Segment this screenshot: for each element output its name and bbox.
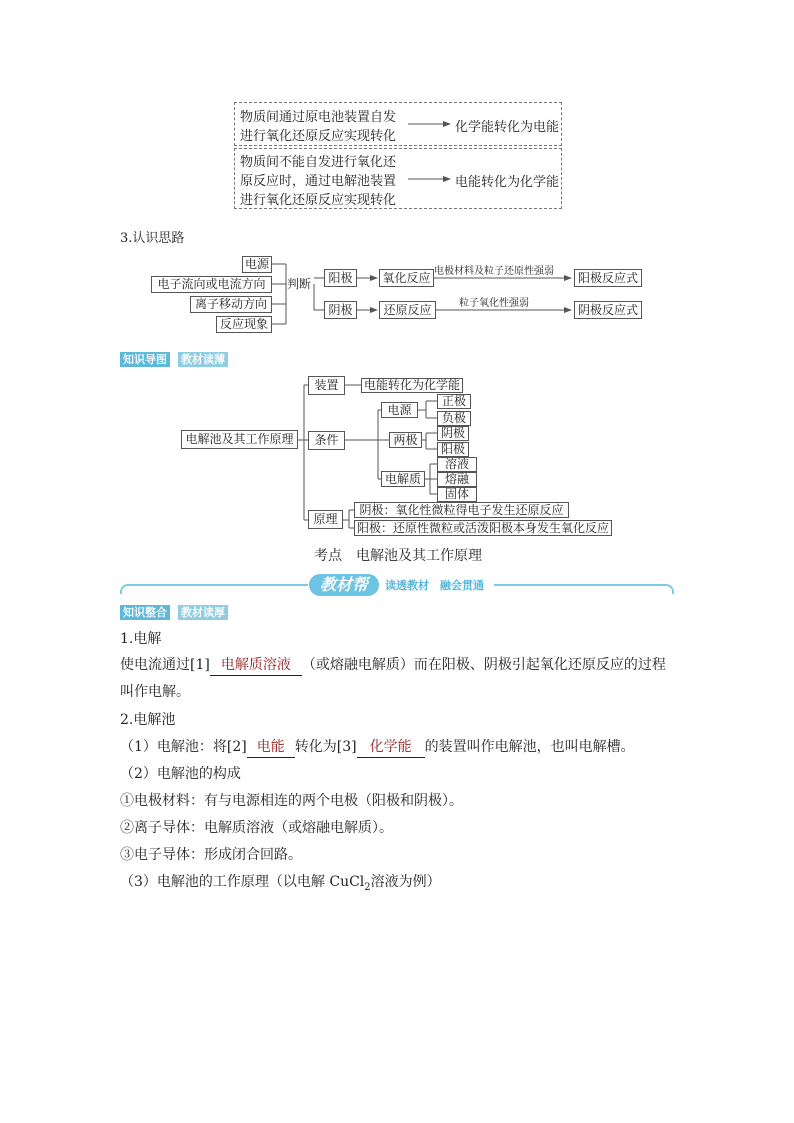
para-cell-definition [120, 737, 635, 758]
electrolytic-desc-line2: 原反应时，通过电解池装置 [240, 174, 397, 189]
answer-blank-3: 化学能 [357, 737, 425, 758]
para-cell-composition: （2）电解池的构成 [120, 766, 241, 782]
galvanic-desc-line1: 物质间通过原电池装置自发 [240, 110, 397, 125]
mindmap-principle-anode: 阳极：还原性微粒或活泼阳极本身发生氧化反应 [354, 520, 612, 536]
mindmap-condition: 条件 [308, 431, 345, 450]
heading-electrolysis: 1.电解 [120, 631, 162, 647]
judge-label: 判断 [287, 277, 312, 291]
input-ion-migration: 离子移动方向 [190, 296, 272, 313]
galvanic-desc-line2: 进行氧化还原反应实现转化 [240, 129, 397, 144]
tag-textbook-thick: 教材读厚 [178, 605, 228, 620]
para-text: （1）电解池：将[2] [120, 739, 247, 755]
para-text: 的装置叫作电解池，也叫电解槽。 [424, 739, 635, 755]
mindmap-power-negative: 负极 [437, 411, 471, 426]
kaodian-title: 考点 电解池及其工作原理 [314, 548, 482, 564]
input-current-direction: 电子流向或电流方向 [151, 276, 272, 293]
banner-title: 教材帮 [309, 574, 379, 596]
mindmap-electrodes: 两极 [389, 432, 422, 448]
para-electrolysis-definition-cont: 叫作电解。 [120, 684, 190, 700]
para-working-principle [120, 872, 441, 898]
para-electrode-material: ①电极材料：有与电源相连的两个电极（阳极和阴极）。 [120, 793, 463, 809]
cathode-equation-box: 阴极反应式 [574, 301, 642, 319]
anode-arrow-note: 电极材料及粒子还原性强弱 [434, 266, 554, 277]
cathode-arrow-note: 粒子氧化性强弱 [459, 298, 529, 309]
anode-box: 阳极 [324, 269, 357, 287]
electrolytic-desc-line1: 物质间不能自发进行氧化还 [240, 155, 397, 170]
banner-slogan: 读透教材 融会贯通 [385, 579, 484, 592]
mindmap-electrolyte: 电解质 [381, 471, 425, 487]
para-electronic-conductor: ③电子导体：形成闭合回路。 [120, 847, 302, 863]
cathode-box: 阴极 [324, 301, 357, 319]
para-text: 使电流通过[1] [120, 657, 210, 673]
reduction-box: 还原反应 [379, 301, 436, 319]
galvanic-result: 化学能转化为电能 [455, 120, 560, 135]
input-power: 电源 [242, 256, 272, 273]
mindmap-principle-cathode: 阴极：氧化性微粒得电子发生还原反应 [354, 502, 569, 518]
para-text: 转化为[3] [294, 739, 357, 755]
mindmap-electrode-anode: 阳极 [437, 442, 469, 457]
answer-blank-1: 电解质溶液 [210, 655, 302, 676]
mindmap-power: 电源 [381, 402, 418, 418]
subscript: 2 [364, 881, 371, 893]
input-phenomena: 反应现象 [216, 316, 272, 333]
answer-blank-2: 电能 [247, 737, 295, 758]
anode-equation-box: 阳极反应式 [574, 269, 642, 287]
mindmap-electrolyte-solid: 固体 [437, 487, 477, 502]
banner-rule-left [120, 584, 308, 594]
mindmap-electrode-cathode: 阴极 [437, 426, 469, 441]
mindmap-device-desc: 电能转化为化学能 [361, 378, 463, 393]
section3-title: 3.认识思路 [120, 231, 185, 246]
mindmap-device: 装置 [308, 376, 345, 395]
electrolytic-desc-line3: 进行氧化还原反应实现转化 [240, 193, 397, 208]
mindmap-electrolyte-molten: 熔融 [437, 472, 477, 487]
tag-textbook-thin: 教材读薄 [178, 352, 228, 367]
mindmap-principle: 原理 [308, 510, 343, 529]
para-electrolysis-definition [120, 655, 666, 676]
tag-knowledge-integration: 知识整合 [120, 605, 170, 620]
para-text: 溶液为例） [370, 874, 441, 890]
mindmap-electrolyte-solution: 溶液 [437, 457, 477, 472]
mindmap-power-positive: 正极 [437, 394, 471, 409]
tag-knowledge-map: 知识导图 [120, 352, 170, 367]
mindmap-root: 电解池及其工作原理 [181, 430, 298, 449]
para-ionic-conductor: ②离子导体：电解质溶液（或熔融电解质）。 [120, 820, 393, 836]
banner-rule-right [494, 584, 674, 594]
heading-electrolytic-cell: 2.电解池 [120, 712, 176, 728]
para-text: （3）电解池的工作原理（以电解 CuCl [120, 874, 365, 890]
para-text: （或熔融电解质）而在阳极、阴极引起氧化还原反应的过程 [301, 657, 666, 673]
oxidation-box: 氧化反应 [379, 269, 434, 287]
electrolytic-result: 电能转化为化学能 [455, 175, 560, 190]
